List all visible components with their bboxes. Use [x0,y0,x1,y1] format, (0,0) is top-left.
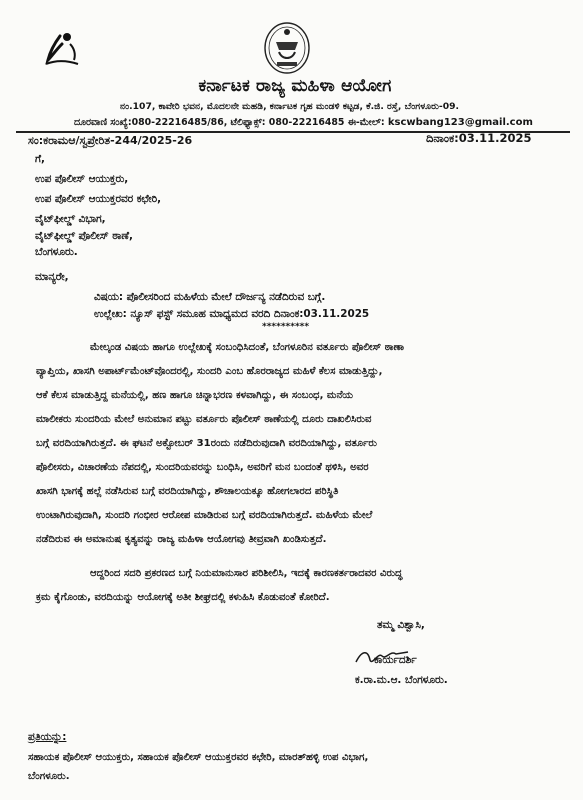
recipient-line: ಬೆಂಗಳೂರು. [35,246,78,258]
phone-fax: ದೂರವಾಣಿ ಸಂಖ್ಯೆ:080-22216485/86, ಟೆಲಿಫ್ಯಾಕ್ಸ್: 080-22216485 ಈ-ಮೇಲ್: [74,117,388,128]
body-line: ಪೊಲೀಸರು, ವಿಚಾರಣೆಯ ನೆಪದಲ್ಲಿ, ಸುಂದರಿಯವರನ್ನು ಬಂಧಿಸಿ, ಅವರಿಗೆ ಮನ ಬಂದಂತೆ ಥಳಿಸಿ, ಅವರ [36,462,369,473]
reference-number: ಸಂ:ಕರಾಮಆ/ಸ್ವಪ್ರೇರಿತ-244/2025-26 [28,134,193,147]
karnataka-state-emblem-icon [262,20,312,76]
letter-date: ದಿನಾಂಕ:03.11.2025 [426,131,532,145]
reference-line: ಉಲ್ಲೇಖ: ನ್ಯೂಸ್ ಫಸ್ಟ್ ಸಮೂಹ ಮಾಧ್ಯಮದ ವರದಿ ದಿನಾಂಕ:03.11.2025 [94,308,370,320]
recipient-line: ಉಪ ಪೊಲೀಸ್ ಆಯುಕ್ತರವರ ಕಛೇರಿ, [35,193,162,205]
copy-to-line: ಬೆಂಗಳೂರು. [28,771,70,782]
body-line: ನಡೆದಿರುವ ಈ ಅಮಾನುಷ ಕೃತ್ಯವನ್ನು ರಾಜ್ಯ ಮಹಿಳಾ ಆಯೋಗವು ತೀವ್ರವಾಗಿ ಖಂಡಿಸುತ್ತದೆ. [36,534,327,545]
body-line: ಬಗ್ಗೆ ವರದಿಯಾಗಿರುತ್ತದೆ. ಈ ಘಟನೆ ಅಕ್ಟೋಬರ್ 31ರಂದು ನಡೆದಿರುವುದಾಗಿ ವರದಿಯಾಗಿದ್ದು, ವರ್ತೂರು [36,438,377,449]
office-address: ನಂ.107, ಕಾವೇರಿ ಭವನ, ಮೊದಲನೇ ಮಹಡಿ, ಕರ್ನಾಟಕ ಗೃಹ ಮಂಡಳಿ ಕಟ್ಟಡ, ಕೆ.ಜಿ. ರಸ್ತೆ, ಬೆಂಗಳೂರು-09. [120,101,459,112]
women-commission-logo-icon [40,30,84,70]
organization-title: ಕರ್ನಾಟಕ ರಾಜ್ಯ ಮಹಿಳಾ ಆಯೋಗ [198,76,392,96]
body-line: ಖಾಸಗಿ ಭಾಗಕ್ಕೆ ಹಲ್ಲೆ ನಡೆಸಿರುವ ಬಗ್ಗೆ ವರದಿಯಾಗಿದ್ದು, ಶೌಚಾಲಯಕ್ಕೂ ಹೋಗಲಾರದ ಪರಿಸ್ಥಿತಿ [36,486,339,497]
copy-to-label: ಪ್ರತಿಯನ್ನು: [28,731,67,743]
signatory-office: ಕ.ರಾ.ಮ.ಆ. ಬೆಂಗಳೂರು. [355,674,448,686]
body-line: ವ್ಯಾಪ್ತಿಯ, ಖಾಸಗಿ ಅಪಾರ್ಟ್‌ಮೆಂಟ್‌ವೊಂದರಲ್ಲಿ, ಸುಂದರಿ ಎಂಬ ಹೊರರಾಜ್ಯದ ಮಹಿಳೆ ಕೆಲಸ ಮಾಡುತ್ತಿದ್ದು, [36,366,383,377]
body-line: ಆಕೆ ಕೆಲಸ ಮಾಡುತ್ತಿದ್ದ ಮನೆಯಲ್ಲಿ, ಹಣ ಹಾಗೂ ಚಿನ್ನಾಭರಣ ಕಳವಾಗಿದ್ದು, ಈ ಸಂಬಂಧ, ಮನೆಯ [36,390,354,401]
email-address: kscwbang123@gmail.com [387,117,533,128]
subject-line: ವಿಷಯ: ಪೊಲೀಸರಿಂದ ಮಹಿಳೆಯ ಮೇಲೆ ದೌರ್ಜನ್ಯ ನಡೆದಿರುವ ಬಗ್ಗೆ. [94,291,326,303]
contact-line [74,117,566,128]
salutation: ಮಾನ್ಯರೇ, [35,271,69,283]
commission-logo [36,30,96,82]
closing: ತಮ್ಮ ವಿಶ್ವಾಸಿ, [377,619,425,631]
signatory-title: ಕಾರ್ಯದರ್ಶಿ [374,654,417,666]
to-prefix: ಗೆ, [35,153,45,165]
body-line: ಉಂಟಾಗಿರುವುದಾಗಿ, ಸುಂದರಿ ಗಂಭೀರ ಆರೋಪ ಮಾಡಿರುವ ಬಗ್ಗೆ ವರದಿಯಾಗಿರುತ್ತದೆ. ಮಹಿಳೆಯ ಮೇಲೆ [36,510,373,521]
recipient-line: ವೈಟ್‌ಫೀಲ್ಡ್ ಪೊಲೀಸ್ ಠಾಣೆ, [35,230,133,242]
body-line: ಕ್ರಮ ಕೈಗೊಂಡು, ವರದಿಯನ್ನು ಆಯೋಗಕ್ಕೆ ಅತೀ ಶೀಘ್ರದಲ್ಲಿ ಕಳುಹಿಸಿ ಕೊಡುವಂತೆ ಕೋರಿದೆ. [36,592,330,603]
separator: ********** [262,322,310,332]
body-line: ಮಾಲೀಕರು ಸುಂದರಿಯ ಮೇಲೆ ಅನುಮಾನ ಪಟ್ಟು ವರ್ತೂರು ಪೊಲೀಸ್ ಠಾಣೆಯಲ್ಲಿ ದೂರು ದಾಖಲಿಸಿರುವ [36,414,372,425]
recipient-line: ವೈಟ್‌ಫೀಲ್ಡ್ ವಿಭಾಗ, [35,213,106,225]
copy-to-line: ಸಹಾಯಕ ಪೊಲೀಸ್ ಆಯುಕ್ತರು, ಸಹಾಯಕ ಪೊಲೀಸ್ ಆಯುಕ್ತರವರ ಕಛೇರಿ, ಮಾರತ್‌ಹಳ್ಳಿ ಉಪ ವಿಭಾಗ, [28,752,369,763]
recipient-line: ಉಪ ಪೊಲೀಸ್ ಆಯುಕ್ತರು, [35,173,129,185]
body-line: ಆದ್ದರಿಂದ ಸದರಿ ಪ್ರಕರಣದ ಬಗ್ಗೆ ನಿಯಮಾನುಸಾರ ಪರಿಶೀಲಿಸಿ, ಇದಕ್ಕೆ ಕಾರಣಕರ್ತರಾದವರ ವಿರುದ್ಧ [90,568,403,579]
body-line: ಮೇಲ್ಕಂಡ ವಿಷಯ ಹಾಗೂ ಉಲ್ಲೇಖಕ್ಕೆ ಸಂಬಂಧಿಸಿದಂತೆ, ಬೆಂಗಳೂರಿನ ವರ್ತೂರು ಪೊಲೀಸ್ ಠಾಣಾ [90,342,405,353]
